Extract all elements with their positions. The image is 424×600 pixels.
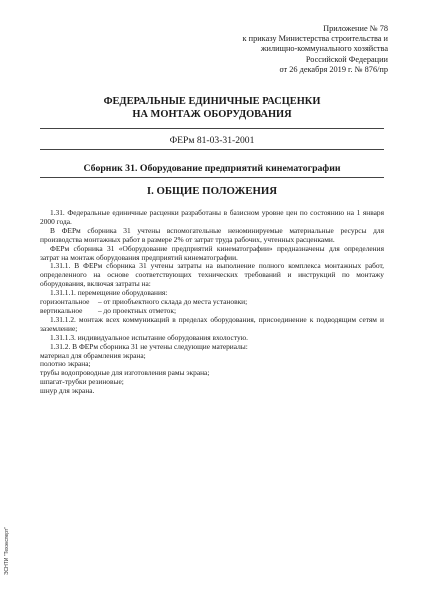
paragraph: ФЕРм сборника 31 «Оборудование предприятий кинематографии» предназначены для определения затрат на монтаж оборудования предприятий кинематографии. bbox=[40, 243, 384, 262]
material-item: шпагат-трубки резиновые; bbox=[40, 377, 124, 387]
title-line-1: ФЕДЕРАЛЬНЫЕ ЕДИНИЧНЫЕ РАСЦЕНКИ bbox=[103, 96, 321, 107]
paragraph: 1.31.1.2. монтаж всех коммуникаций в пределах оборудования, присоединение к подводящим сетям и заземление; bbox=[40, 314, 384, 333]
material-item: трубы водопроводные для изготовления рамы экрана; bbox=[40, 368, 210, 378]
material-item: материал для обрамления экрана; bbox=[40, 350, 146, 360]
row-term: горизонтальное bbox=[40, 297, 90, 307]
divider bbox=[40, 177, 384, 178]
appendix-line: Приложение № 78 bbox=[323, 24, 388, 33]
appendix-line: к приказу Министерства строительства и bbox=[242, 34, 388, 44]
paragraph: 1.31.1. В ФЕРм сборника 31 учтены затраты на выполнение полного комплекса монтажных работ, определенного на основе соответствующих технических требований и инструкций по монтажу оборудования, включая затраты на: bbox=[40, 261, 384, 289]
collection-title: Сборник 31. Оборудование предприятий кинематографии bbox=[83, 163, 341, 174]
divider bbox=[40, 149, 384, 150]
appendix-line: от 26 декабря 2019 г. № 876/пр bbox=[279, 64, 388, 74]
paragraph: В ФЕРм сборника 31 учтены вспомогательные неноминируемые материальные ресурсы для производства монтажных работ в размере 2% от затрат труда рабочих, учтенных расценками. bbox=[40, 225, 384, 244]
appendix-line: Российской Федерации bbox=[305, 54, 388, 64]
material-item: шнур для экрана. bbox=[40, 386, 95, 396]
row-description: – до проектных отметок; bbox=[98, 305, 177, 315]
sidebar-text: ЭСНТИ "Техэксперт" bbox=[4, 526, 10, 576]
paragraph: 1.31.2. В ФЕРм сборника 31 не учтены следующие материалы: bbox=[50, 341, 248, 351]
paragraph: 1.31. Федеральные единичные расценки разработаны в базисном уровне цен по состоянию на 1 января 2000 года. bbox=[40, 208, 384, 226]
appendix-line: жилищно-коммунального хозяйства bbox=[260, 44, 388, 54]
movement-row bbox=[40, 298, 384, 307]
material-item: полотно экрана; bbox=[40, 359, 91, 369]
row-description: – от приобъектного склада до места установки; bbox=[98, 297, 248, 307]
paragraph: 1.31.1.3. индивидуальное испытание оборудования вхолостую. bbox=[50, 332, 249, 342]
paragraph: 1.31.1.1. перемещение оборудования: bbox=[50, 288, 168, 298]
document-code: ФЕРм 81-03-31-2001 bbox=[169, 135, 255, 146]
title-line-2: НА МОНТАЖ ОБОРУДОВАНИЯ bbox=[132, 108, 292, 120]
section-heading: I. ОБЩИЕ ПОЛОЖЕНИЯ bbox=[146, 185, 278, 197]
body-text bbox=[40, 209, 384, 396]
appendix-header bbox=[188, 24, 388, 75]
sidebar-label bbox=[2, 520, 11, 586]
divider bbox=[40, 128, 384, 129]
document-title bbox=[40, 96, 384, 121]
row-term: вертикальное bbox=[40, 305, 83, 315]
